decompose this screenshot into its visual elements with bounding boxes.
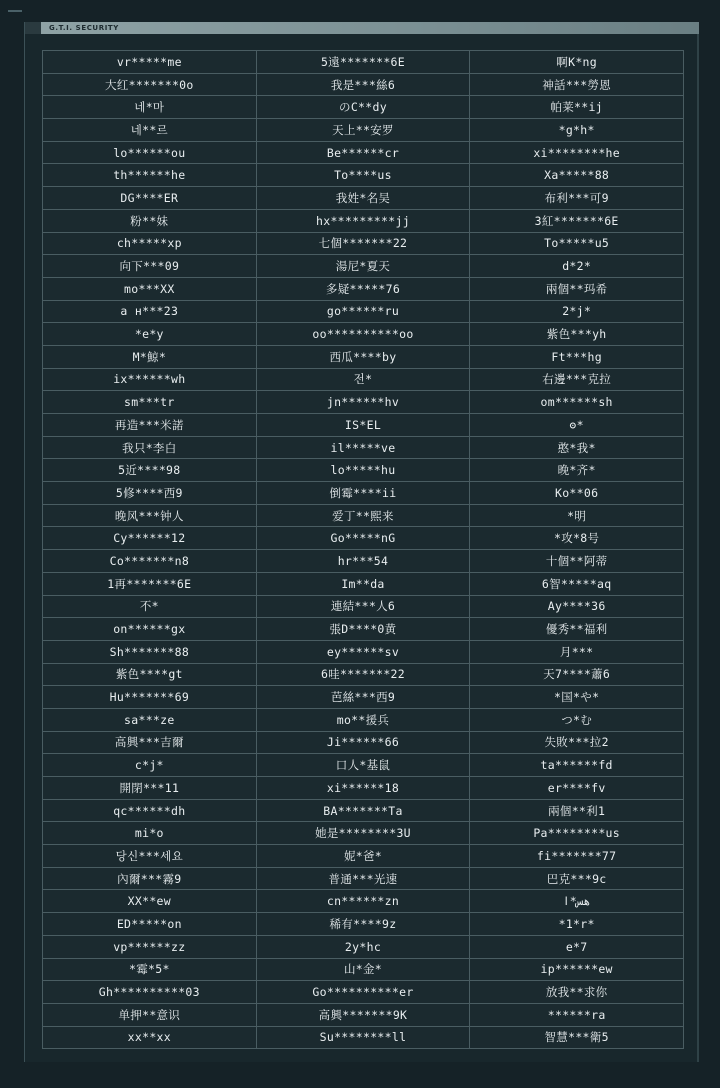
masked-username-cell: *1*r*: [470, 913, 684, 936]
masked-username-cell: 月***: [470, 640, 684, 663]
masked-username-cell: 湯尼*夏天: [256, 255, 470, 278]
masked-username-cell: 我只*李白: [43, 436, 257, 459]
masked-username-cell: il*****ve: [256, 436, 470, 459]
masked-username-cell: 1再*******6E: [43, 572, 257, 595]
masked-username-cell: qc******dh: [43, 799, 257, 822]
masked-username-cell: 帕莱**ij: [470, 96, 684, 119]
masked-username-cell: *e*y: [43, 323, 257, 346]
table-row: [43, 96, 684, 119]
table-row: [43, 913, 684, 936]
masked-username-cell: 布利***可9: [470, 187, 684, 210]
table-row: [43, 164, 684, 187]
masked-username-cell: xi******18: [256, 777, 470, 800]
table-row: [43, 1003, 684, 1026]
table-row: [43, 323, 684, 346]
masked-username-cell: DG****ER: [43, 187, 257, 210]
masked-username-cell: Cy******12: [43, 527, 257, 550]
masked-username-cell: sm***tr: [43, 391, 257, 414]
masked-username-cell: 開閉***11: [43, 777, 257, 800]
masked-username-cell: Gh**********03: [43, 981, 257, 1004]
masked-username-cell: 네**르: [43, 119, 257, 142]
masked-username-cell: ED*****on: [43, 913, 257, 936]
table-row: [43, 708, 684, 731]
table-row: [43, 141, 684, 164]
table-row: [43, 595, 684, 618]
masked-username-cell: oo**********oo: [256, 323, 470, 346]
masked-username-cell: mo***XX: [43, 277, 257, 300]
masked-username-cell: BA*******Ta: [256, 799, 470, 822]
masked-username-cell: つ*む: [470, 708, 684, 731]
masked-username-cell: 放我**求你: [470, 981, 684, 1004]
masked-username-cell: Sh*******88: [43, 640, 257, 663]
masked-username-cell: lo*****hu: [256, 459, 470, 482]
masked-username-cell: *霉*5*: [43, 958, 257, 981]
masked-username-cell: 我姓*名吴: [256, 187, 470, 210]
masked-username-cell: 憨*我*: [470, 436, 684, 459]
masked-username-cell: Su********ll: [256, 1026, 470, 1049]
table-row: [43, 255, 684, 278]
table-row: [43, 550, 684, 573]
masked-username-cell: ip******ew: [470, 958, 684, 981]
masked-username-cell: 高興*******9K: [256, 1003, 470, 1026]
masked-username-cell: ix******wh: [43, 368, 257, 391]
table-row: [43, 300, 684, 323]
masked-username-cell: 十個**阿蒂: [470, 550, 684, 573]
username-table-container: [42, 50, 684, 1049]
masked-username-cell: hr***54: [256, 550, 470, 573]
table-row: [43, 51, 684, 74]
masked-username-cell: 6哇*******22: [256, 663, 470, 686]
masked-username-cell: а н***23: [43, 300, 257, 323]
masked-username-cell: Ay****36: [470, 595, 684, 618]
masked-username-cell: Hu*******69: [43, 686, 257, 709]
masked-username-cell: 妮*爸*: [256, 845, 470, 868]
table-row: [43, 459, 684, 482]
masked-username-cell: 5遠*******6E: [256, 51, 470, 74]
table-row: [43, 867, 684, 890]
masked-username-cell: 大红*******0o: [43, 73, 257, 96]
panel-header: [25, 22, 699, 34]
masked-username-cell: mi*o: [43, 822, 257, 845]
masked-username-cell: ʘ*: [470, 414, 684, 437]
masked-username-cell: 6智*****aq: [470, 572, 684, 595]
masked-username-cell: xi********he: [470, 141, 684, 164]
masked-username-cell: sa***ze: [43, 708, 257, 731]
table-row: [43, 572, 684, 595]
masked-username-cell: hx*********jj: [256, 209, 470, 232]
masked-username-cell: on******gx: [43, 618, 257, 641]
table-row: [43, 845, 684, 868]
table-row: [43, 777, 684, 800]
masked-username-cell: XX**ew: [43, 890, 257, 913]
masked-username-cell: 天上**安罗: [256, 119, 470, 142]
masked-username-cell: vp******zz: [43, 935, 257, 958]
masked-username-cell: 5近****98: [43, 459, 257, 482]
table-row: [43, 232, 684, 255]
masked-username-cell: ch*****xp: [43, 232, 257, 255]
table-row: [43, 822, 684, 845]
masked-username-cell: 內爾***霧9: [43, 867, 257, 890]
table-row: [43, 890, 684, 913]
masked-username-cell: هس*ا: [470, 890, 684, 913]
masked-username-cell: lo******ou: [43, 141, 257, 164]
masked-username-cell: fi*******77: [470, 845, 684, 868]
masked-username-cell: e*7: [470, 935, 684, 958]
table-row: [43, 482, 684, 505]
masked-username-cell: 네*마: [43, 96, 257, 119]
masked-username-cell: 西瓜****by: [256, 345, 470, 368]
masked-username-cell: To*****u5: [470, 232, 684, 255]
header-notch: [25, 22, 41, 34]
masked-username-cell: 3紅*******6E: [470, 209, 684, 232]
masked-username-cell: 粉**妹: [43, 209, 257, 232]
masked-username-cell: 不*: [43, 595, 257, 618]
masked-username-cell: jn******hv: [256, 391, 470, 414]
masked-username-cell: *攻*8号: [470, 527, 684, 550]
masked-username-cell: 巴克***9c: [470, 867, 684, 890]
corner-decoration: [8, 10, 22, 12]
masked-username-cell: Im**da: [256, 572, 470, 595]
masked-username-cell: 芭絲***西9: [256, 686, 470, 709]
masked-username-cell: xx**xx: [43, 1026, 257, 1049]
masked-username-cell: 她是********3U: [256, 822, 470, 845]
masked-username-cell: 兩個**玛希: [470, 277, 684, 300]
table-row: [43, 504, 684, 527]
masked-username-cell: 我是***絲6: [256, 73, 470, 96]
masked-username-cell: To****us: [256, 164, 470, 187]
table-row: [43, 119, 684, 142]
masked-username-cell: 再造***米諾: [43, 414, 257, 437]
masked-username-cell: th******he: [43, 164, 257, 187]
table-row: [43, 958, 684, 981]
masked-username-cell: 山*金*: [256, 958, 470, 981]
masked-username-cell: 普通***光速: [256, 867, 470, 890]
masked-username-cell: 晚*齐*: [470, 459, 684, 482]
masked-username-cell: 倒霉****ii: [256, 482, 470, 505]
masked-username-cell: 紫色****gt: [43, 663, 257, 686]
masked-username-cell: go******ru: [256, 300, 470, 323]
masked-username-cell: 右邊***克拉: [470, 368, 684, 391]
table-row: [43, 935, 684, 958]
table-row: [43, 731, 684, 754]
masked-username-cell: 七個*******22: [256, 232, 470, 255]
table-row: [43, 640, 684, 663]
masked-username-cell: Pa********us: [470, 822, 684, 845]
table-row: [43, 527, 684, 550]
masked-username-cell: ******ra: [470, 1003, 684, 1026]
masked-username-cell: *国*や*: [470, 686, 684, 709]
table-row: [43, 414, 684, 437]
masked-username-cell: 紫色***yh: [470, 323, 684, 346]
masked-username-cell: Ft***hg: [470, 345, 684, 368]
table-row: [43, 209, 684, 232]
table-row: [43, 391, 684, 414]
table-row: [43, 754, 684, 777]
username-table-body: [43, 51, 684, 1049]
masked-username-cell: 爱丁**熙来: [256, 504, 470, 527]
masked-username-cell: 전*: [256, 368, 470, 391]
masked-username-cell: Xa*****88: [470, 164, 684, 187]
table-row: [43, 1026, 684, 1049]
masked-username-cell: *明: [470, 504, 684, 527]
masked-username-cell: 優秀**福利: [470, 618, 684, 641]
masked-username-cell: 多疑*****76: [256, 277, 470, 300]
table-row: [43, 981, 684, 1004]
masked-username-cell: 高興***吉爾: [43, 731, 257, 754]
table-row: [43, 368, 684, 391]
masked-username-cell: 口人*基鼠: [256, 754, 470, 777]
masked-username-cell: er****fv: [470, 777, 684, 800]
table-row: [43, 436, 684, 459]
panel-title: G.T.I. SECURITY: [49, 24, 119, 32]
masked-username-cell: 兩個**利1: [470, 799, 684, 822]
masked-username-cell: 당신***세요: [43, 845, 257, 868]
masked-username-cell: 2*j*: [470, 300, 684, 323]
masked-username-cell: ta******fd: [470, 754, 684, 777]
table-row: [43, 345, 684, 368]
masked-username-cell: Be******cr: [256, 141, 470, 164]
table-row: [43, 618, 684, 641]
masked-username-cell: cn******zn: [256, 890, 470, 913]
masked-username-cell: 連結***人6: [256, 595, 470, 618]
masked-username-cell: 失敗***拉2: [470, 731, 684, 754]
masked-username-cell: Co*******n8: [43, 550, 257, 573]
masked-username-cell: mo**援兵: [256, 708, 470, 731]
masked-username-cell: 張D****0黄: [256, 618, 470, 641]
masked-username-cell: vr*****me: [43, 51, 257, 74]
table-row: [43, 73, 684, 96]
masked-username-cell: c*j*: [43, 754, 257, 777]
masked-username-cell: Ji******66: [256, 731, 470, 754]
masked-username-cell: 5修****西9: [43, 482, 257, 505]
masked-username-cell: om******sh: [470, 391, 684, 414]
masked-username-cell: IS*EL: [256, 414, 470, 437]
table-row: [43, 663, 684, 686]
scroll-rail: [697, 34, 699, 1062]
masked-username-cell: 2y*hc: [256, 935, 470, 958]
masked-username-cell: 向下***09: [43, 255, 257, 278]
masked-username-cell: 啊K*ng: [470, 51, 684, 74]
masked-username-cell: 晚风***钟人: [43, 504, 257, 527]
masked-username-cell: *g*h*: [470, 119, 684, 142]
masked-username-cell: のC**dy: [256, 96, 470, 119]
masked-username-cell: 稀有****9z: [256, 913, 470, 936]
table-row: [43, 686, 684, 709]
username-table: [42, 50, 684, 1049]
masked-username-cell: 天7****蕭6: [470, 663, 684, 686]
table-row: [43, 277, 684, 300]
masked-username-cell: M*鯨*: [43, 345, 257, 368]
table-row: [43, 799, 684, 822]
masked-username-cell: Go*****nG: [256, 527, 470, 550]
security-panel: [24, 22, 699, 1062]
table-row: [43, 187, 684, 210]
masked-username-cell: Ko**06: [470, 482, 684, 505]
masked-username-cell: 智慧***衛5: [470, 1026, 684, 1049]
masked-username-cell: 神話***勞恩: [470, 73, 684, 96]
masked-username-cell: Go**********er: [256, 981, 470, 1004]
masked-username-cell: ey******sv: [256, 640, 470, 663]
masked-username-cell: 单押**意识: [43, 1003, 257, 1026]
masked-username-cell: d*2*: [470, 255, 684, 278]
